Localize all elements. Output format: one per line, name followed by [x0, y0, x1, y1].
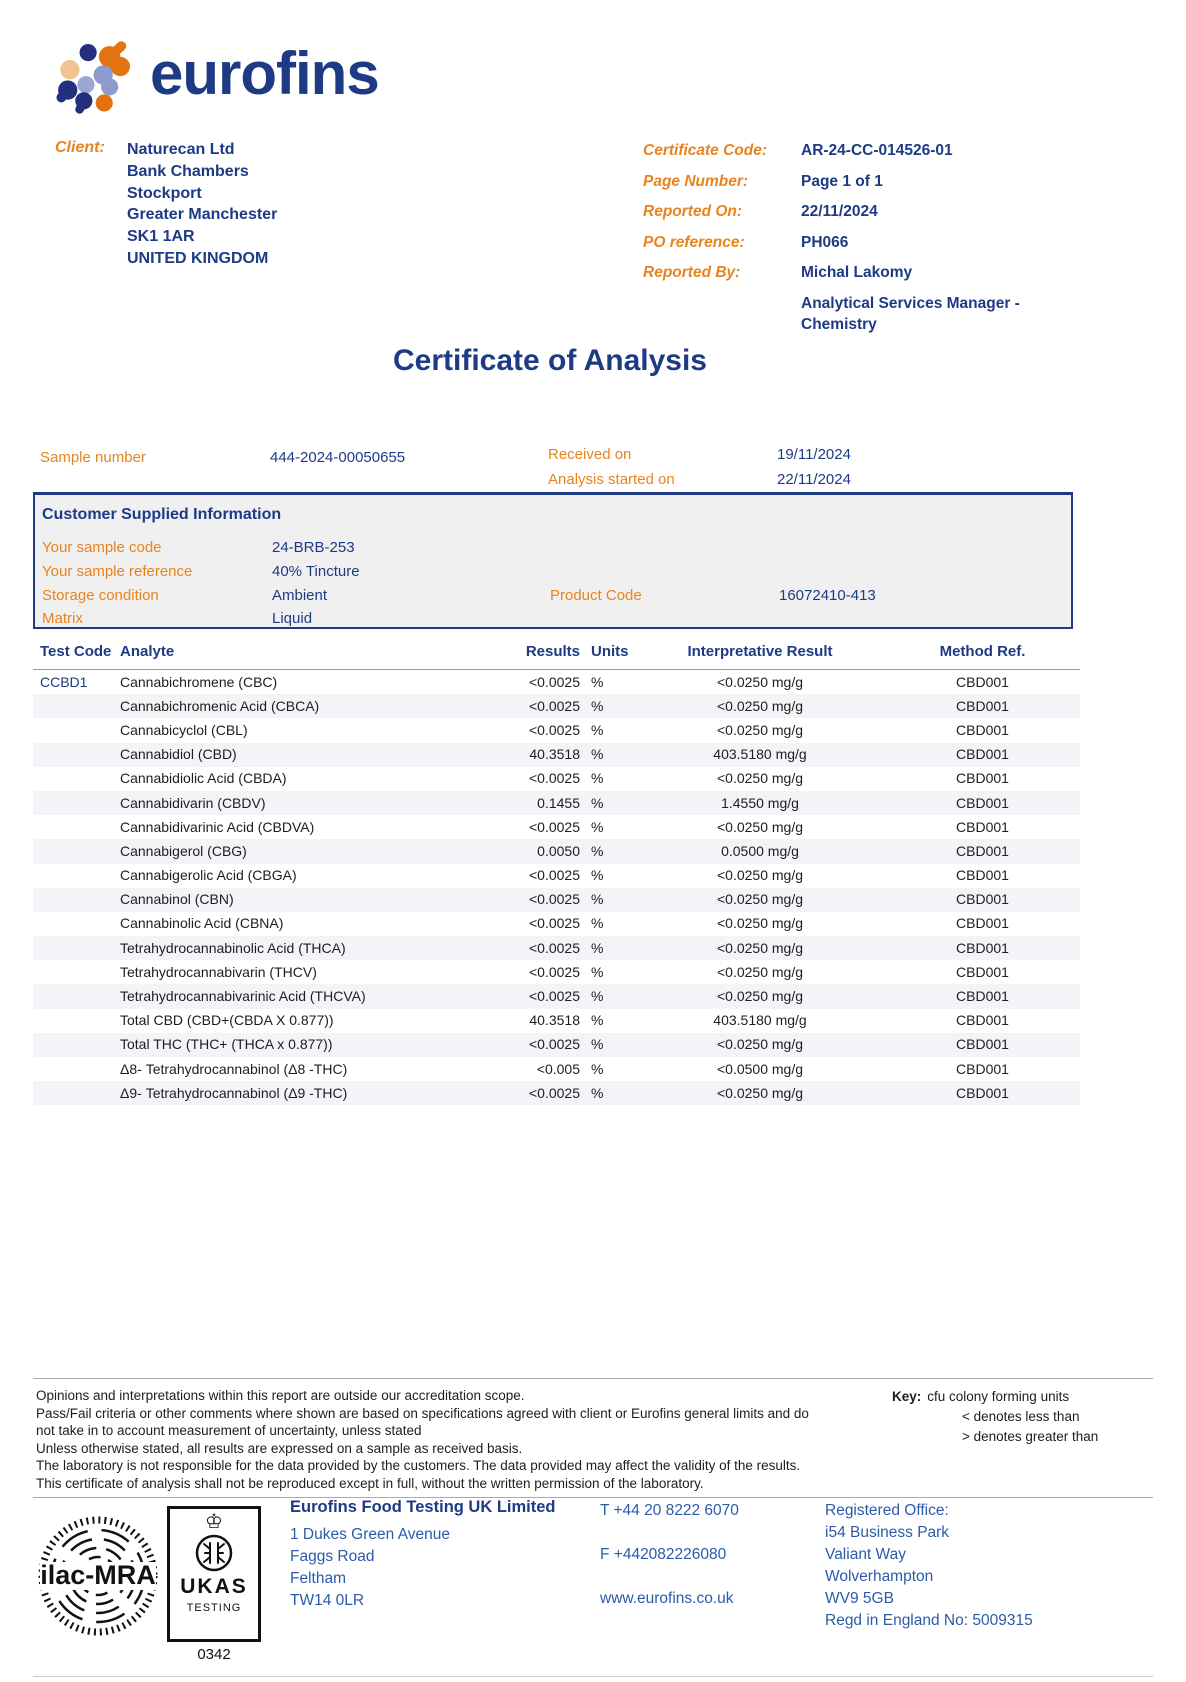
contact-line: T +44 20 8222 6070	[600, 1502, 739, 1519]
method-cell: CBD001	[956, 721, 1009, 738]
table-row	[33, 1009, 1080, 1033]
analyte-cell: Tetrahydrocannabinolic Acid (THCA)	[120, 939, 346, 956]
report-info-row	[643, 140, 1073, 162]
method-cell: CBD001	[956, 818, 1009, 835]
method-cell: CBD001	[956, 746, 1009, 763]
result-cell: <0.0025	[529, 818, 580, 835]
table-row	[33, 1033, 1080, 1057]
analyte-cell: Cannabigerolic Acid (CBGA)	[120, 867, 297, 884]
units-cell: %	[591, 915, 604, 932]
customer-info-label2	[550, 607, 779, 631]
disclaimer-line: Unless otherwise stated, all results are expressed on a sample as received basis.	[36, 1440, 523, 1456]
disclaimer-line: Opinions and interpretations within this report are outside our accreditation scope.	[36, 1388, 525, 1403]
test-code-cell	[33, 694, 120, 718]
company-address-block	[290, 1498, 556, 1612]
test-code-cell	[33, 936, 120, 960]
interpretative-cell: <0.0250 mg/g	[716, 988, 803, 1005]
ukas-mark-icon	[194, 1533, 234, 1573]
ilac-mra-icon	[38, 1508, 158, 1644]
header-results: Results	[480, 637, 580, 670]
units-cell: %	[591, 1036, 604, 1053]
report-info-row	[643, 201, 1073, 223]
units-cell: %	[591, 963, 604, 980]
eurofins-logo	[52, 30, 379, 118]
table-row	[33, 718, 1080, 742]
interpretative-cell: <0.0250 mg/g	[716, 963, 803, 980]
crown-icon: ♔	[205, 1511, 223, 1533]
table-row	[33, 839, 1080, 863]
contact-block	[600, 1500, 739, 1632]
customer-info-value: 40% Tincture	[272, 562, 360, 580]
analyte-cell: Cannabidivarinic Acid (CBDVA)	[120, 818, 315, 835]
test-code-cell	[33, 743, 120, 767]
customer-info-label: Matrix	[42, 610, 83, 628]
table-row	[33, 960, 1080, 984]
table-row	[33, 912, 1080, 936]
test-code-cell	[33, 888, 120, 912]
test-code-cell	[33, 912, 120, 936]
customer-info-value: Ambient	[272, 586, 328, 604]
analyte-cell: Cannabidivarin (CBDV)	[120, 794, 266, 811]
analyte-cell: Δ9- Tetrahydrocannabinol (Δ9 -THC)	[120, 1084, 348, 1101]
report-info-value: Analytical Services Manager - Chemistry	[801, 294, 1020, 333]
analyte-cell: Cannabichromene (CBC)	[120, 673, 278, 690]
registered-office-line: WV9 5GB	[825, 1590, 894, 1607]
result-cell: <0.0025	[529, 915, 580, 932]
result-cell: <0.0025	[529, 1084, 580, 1101]
table-row	[33, 767, 1080, 791]
test-code-cell	[33, 718, 120, 742]
result-cell: <0.0025	[529, 891, 580, 908]
table-row	[33, 984, 1080, 1008]
ukas-logo	[167, 1506, 261, 1642]
analyte-cell: Total CBD (CBD+(CBDA X 0.877))	[120, 1012, 334, 1029]
report-info-value: Michal Lakomy	[801, 264, 913, 281]
key-entry: < denotes less than	[962, 1409, 1080, 1424]
registered-office-block	[825, 1500, 1033, 1632]
analysis-started-label: Analysis started on	[548, 471, 675, 488]
customer-info-label: Storage condition	[42, 586, 159, 604]
results-rows	[33, 670, 1080, 1106]
test-code-cell	[33, 984, 120, 1008]
test-code-cell	[33, 1057, 120, 1081]
result-cell: 0.0050	[537, 842, 580, 859]
company-address-line: TW14 0LR	[290, 1592, 365, 1609]
result-cell: <0.0025	[529, 770, 580, 787]
disclaimer-line: Pass/Fail criteria or other comments where shown are based on specifications agreed with client or Eurofins general limits and do not take in to account measurement of uncertainty, unless stated	[36, 1405, 809, 1439]
method-cell: CBD001	[956, 988, 1009, 1005]
table-row	[33, 743, 1080, 767]
divider-line	[33, 1378, 1153, 1379]
analyte-cell: Cannabicyclol (CBL)	[120, 721, 248, 738]
customer-supplied-info-box	[33, 492, 1073, 629]
interpretative-cell: <0.0250 mg/g	[716, 939, 803, 956]
interpretative-cell: 1.4550 mg/g	[721, 794, 799, 811]
eurofins-wordmark: eurofins	[150, 40, 379, 107]
units-cell: %	[591, 746, 604, 763]
client-address-line: UNITED KINGDOM	[127, 249, 269, 267]
units-cell: %	[591, 1060, 604, 1077]
key-block	[892, 1387, 1098, 1447]
test-code-cell	[33, 815, 120, 839]
report-info-value: 22/11/2024	[801, 203, 878, 220]
divider-line	[33, 1676, 1153, 1677]
results-header-row	[33, 637, 1080, 670]
interpretative-cell: <0.0250 mg/g	[716, 721, 803, 738]
registered-office-line: i54 Business Park	[825, 1524, 950, 1541]
method-cell: CBD001	[956, 939, 1009, 956]
test-code-cell	[33, 864, 120, 888]
result-cell: 40.3518	[529, 746, 580, 763]
units-cell: %	[591, 988, 604, 1005]
method-cell: CBD001	[956, 1084, 1009, 1101]
divider-line	[33, 1497, 1153, 1498]
key-label: Key:	[892, 1389, 922, 1404]
report-info-value: AR-24-CC-014526-01	[801, 142, 953, 159]
method-cell: CBD001	[956, 963, 1009, 980]
units-cell: %	[591, 867, 604, 884]
disclaimer-line: This certificate of analysis shall not be reproduced except in full, without the written permission of the laboratory.	[36, 1475, 704, 1491]
result-cell: <0.0025	[529, 939, 580, 956]
test-code-cell: CCBD1	[40, 673, 88, 690]
interpretative-cell: 403.5180 mg/g	[713, 1012, 807, 1029]
units-cell: %	[591, 818, 604, 835]
client-address-line: Greater Manchester	[127, 206, 278, 224]
analyte-cell: Cannabichromenic Acid (CBCA)	[120, 697, 320, 714]
method-cell: CBD001	[956, 794, 1009, 811]
result-cell: <0.0025	[529, 673, 580, 690]
analyte-cell: Cannabidiol (CBD)	[120, 746, 237, 763]
analyte-cell: Tetrahydrocannabivarinic Acid (THCVA)	[120, 988, 366, 1005]
customer-info-label: Your sample reference	[42, 562, 193, 580]
test-code-cell	[33, 1081, 120, 1105]
interpretative-cell: <0.0250 mg/g	[716, 770, 803, 787]
analysis-started-value: 22/11/2024	[777, 471, 851, 488]
report-info	[643, 140, 1073, 345]
ilac-mra-logo	[38, 1508, 158, 1649]
sample-number-label: Sample number	[40, 449, 146, 466]
report-info-row	[643, 232, 1073, 254]
customer-info-label2	[550, 560, 779, 584]
method-cell: CBD001	[956, 915, 1009, 932]
method-cell: CBD001	[956, 1036, 1009, 1053]
table-row	[33, 815, 1080, 839]
client-address-line: Bank Chambers	[127, 162, 249, 180]
header-test-code: Test Code	[33, 637, 120, 670]
result-cell: <0.0025	[529, 697, 580, 714]
customer-info-label2: Product Code	[550, 586, 642, 604]
svg-text:ilac-MRA: ilac-MRA	[40, 1560, 156, 1590]
key-entries	[892, 1407, 1098, 1447]
report-info-row	[643, 171, 1073, 193]
client-address-line: Naturecan Ltd	[127, 141, 235, 158]
analyte-cell: Cannabigerol (CBG)	[120, 842, 247, 859]
key-first-line	[892, 1387, 1098, 1407]
report-info-value: PH066	[801, 233, 849, 251]
interpretative-cell: <0.0250 mg/g	[716, 891, 803, 908]
company-address-lines	[290, 1524, 556, 1612]
report-info-row	[643, 293, 1073, 336]
registered-office-line: Valiant Way	[825, 1546, 906, 1563]
interpretative-cell: 0.0500 mg/g	[721, 842, 799, 859]
customer-info-rows	[35, 536, 1071, 631]
interpretative-cell: <0.0250 mg/g	[716, 867, 803, 884]
result-cell: 40.3518	[529, 1012, 580, 1029]
company-address-line: Feltham	[290, 1570, 346, 1587]
method-cell: CBD001	[956, 842, 1009, 859]
test-code-cell	[33, 960, 120, 984]
method-cell: CBD001	[956, 867, 1009, 884]
customer-info-row	[35, 560, 1071, 584]
interpretative-cell: <0.0250 mg/g	[716, 1036, 803, 1053]
method-cell: CBD001	[956, 697, 1009, 714]
result-cell: 0.1455	[537, 794, 580, 811]
ukas-wordmark: UKAS	[180, 1575, 248, 1598]
report-info-label	[643, 293, 801, 336]
interpretative-cell: 403.5180 mg/g	[713, 746, 807, 763]
eurofins-dots-icon	[52, 30, 150, 118]
key-first-entry: cfu colony forming units	[927, 1389, 1070, 1404]
method-cell: CBD001	[956, 673, 1009, 690]
report-info-label: Reported By:	[643, 264, 741, 281]
table-row	[33, 888, 1080, 912]
units-cell: %	[591, 1084, 604, 1101]
interpretative-cell: <0.0250 mg/g	[716, 1084, 803, 1101]
report-info-label: Certificate Code:	[643, 142, 768, 159]
units-cell: %	[591, 1012, 604, 1029]
units-cell: %	[591, 697, 604, 714]
table-row	[33, 670, 1080, 695]
table-row	[33, 694, 1080, 718]
analyte-cell: Cannabinolic Acid (CBNA)	[120, 915, 284, 932]
company-address-line: 1 Dukes Green Avenue	[290, 1526, 450, 1543]
units-cell: %	[591, 842, 604, 859]
ukas-testing-label: TESTING	[186, 1602, 242, 1614]
result-cell: <0.0025	[529, 867, 580, 884]
client-block	[55, 139, 277, 270]
results-table	[33, 637, 1080, 1105]
method-cell: CBD001	[956, 1012, 1009, 1029]
interpretative-cell: <0.0500 mg/g	[716, 1060, 803, 1077]
report-info-label: Page Number:	[643, 172, 749, 190]
registered-office-line: Registered Office:	[825, 1502, 949, 1519]
sample-number-value: 444-2024-00050655	[270, 449, 406, 466]
interpretative-cell: <0.0250 mg/g	[716, 673, 803, 690]
header-units: Units	[580, 637, 635, 670]
table-row	[33, 864, 1080, 888]
table-row	[33, 1081, 1080, 1105]
client-address-line: Stockport	[127, 184, 202, 202]
table-row	[33, 1057, 1080, 1081]
interpretative-cell: <0.0250 mg/g	[716, 697, 803, 714]
client-address-line: SK1 1AR	[127, 228, 195, 246]
header-method: Method Ref.	[885, 637, 1080, 670]
test-code-cell	[33, 839, 120, 863]
customer-info-row	[35, 536, 1071, 560]
received-on-label: Received on	[548, 446, 632, 463]
customer-info-title: Customer Supplied Information	[42, 506, 282, 523]
result-cell: <0.0025	[529, 1036, 580, 1053]
report-info-row	[643, 262, 1073, 284]
customer-info-label2	[550, 536, 779, 560]
units-cell: %	[591, 891, 604, 908]
received-on-value: 19/11/2024	[777, 446, 851, 463]
registered-office-line: Wolverhampton	[825, 1568, 934, 1585]
test-code-cell	[33, 791, 120, 815]
client-label: Client:	[55, 139, 105, 156]
customer-info-value: Liquid	[272, 610, 313, 628]
units-cell: %	[591, 673, 604, 690]
test-code-cell	[33, 1033, 120, 1057]
contact-line: F +442082226080	[600, 1546, 727, 1563]
test-code-cell	[33, 1009, 120, 1033]
report-info-label: PO reference:	[643, 233, 745, 251]
contact-line: www.eurofins.co.uk	[600, 1590, 734, 1607]
table-row	[33, 936, 1080, 960]
result-cell: <0.0025	[529, 963, 580, 980]
result-cell: <0.0025	[529, 721, 580, 738]
page-title: Certificate of Analysis	[393, 344, 707, 377]
interpretative-cell: <0.0250 mg/g	[716, 915, 803, 932]
disclaimer-line: The laboratory is not responsible for the data provided by the customers. The data provided may affect the validity of the results.	[36, 1458, 801, 1474]
report-info-label: Reported On:	[643, 203, 743, 220]
customer-info-row	[35, 584, 1071, 608]
test-code-cell	[33, 767, 120, 791]
analyte-cell: Δ8- Tetrahydrocannabinol (Δ8 -THC)	[120, 1060, 348, 1077]
company-name: Eurofins Food Testing UK Limited	[290, 1498, 556, 1516]
method-cell: CBD001	[956, 1060, 1009, 1077]
result-cell: <0.005	[536, 1060, 580, 1077]
analyte-cell: Cannabinol (CBN)	[120, 891, 234, 908]
ukas-number: 0342	[197, 1646, 231, 1663]
method-cell: CBD001	[956, 770, 1009, 787]
header-analyte: Analyte	[120, 637, 480, 670]
table-row	[33, 791, 1080, 815]
customer-info-label: Your sample code	[42, 539, 162, 556]
company-address-line: Faggs Road	[290, 1548, 375, 1565]
method-cell: CBD001	[956, 891, 1009, 908]
registered-office-line: Regd in England No: 5009315	[825, 1612, 1033, 1629]
units-cell: %	[591, 939, 604, 956]
customer-info-row	[35, 607, 1071, 631]
header-interpretative: Interpretative Result	[635, 637, 885, 670]
analyte-cell: Total THC (THC+ (THCA x 0.877))	[120, 1036, 333, 1053]
analyte-cell: Tetrahydrocannabivarin (THCV)	[120, 963, 317, 980]
report-info-value: Page 1 of 1	[801, 172, 883, 190]
disclaimer	[36, 1387, 824, 1493]
client-address	[127, 139, 277, 270]
units-cell: %	[591, 721, 604, 738]
interpretative-cell: <0.0250 mg/g	[716, 818, 803, 835]
units-cell: %	[591, 794, 604, 811]
result-cell: <0.0025	[529, 988, 580, 1005]
key-entry: > denotes greater than	[962, 1429, 1099, 1444]
customer-info-value2: 16072410-413	[779, 586, 876, 604]
analyte-cell: Cannabidiolic Acid (CBDA)	[120, 770, 287, 787]
customer-info-value: 24-BRB-253	[272, 539, 355, 556]
units-cell: %	[591, 770, 604, 787]
